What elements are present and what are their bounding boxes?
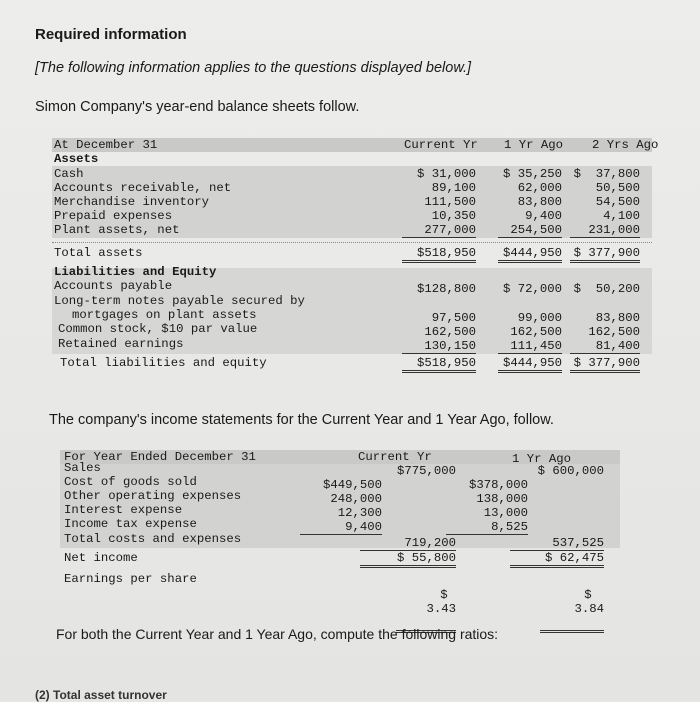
cell-current: 277,000 <box>402 223 476 238</box>
balance-sheet-intro: Simon Company's year-end balance sheets follow. <box>35 99 360 115</box>
expense-label: Other operating expenses <box>64 489 242 503</box>
income-statement-intro: The company's income statements for the Current Year and 1 Year Ago, follow. <box>49 412 554 428</box>
instruction-text: For both the Current Year and 1 Year Ago, compute the following ratios: <box>56 626 499 642</box>
income-statement-table <box>60 450 620 616</box>
sales-label: Sales <box>64 461 101 475</box>
cell-1yr: 9,400 <box>525 209 562 223</box>
row-label: Prepaid expenses <box>54 209 173 223</box>
eps-current-value: 3.43 <box>426 602 456 616</box>
cell-2yr: 162,500 <box>588 325 640 339</box>
row-label: Long-term notes payable secured by <box>54 294 305 308</box>
sales-1yr: $ 600,000 <box>537 464 604 478</box>
expense-label: Interest expense <box>64 503 183 517</box>
is-header-label: For Year Ended December 31 <box>64 450 256 464</box>
cell-current: 130,150 <box>402 339 476 354</box>
expense-current: 248,000 <box>330 492 382 506</box>
total-liab-label: Total liabilities and equity <box>60 356 267 370</box>
cell-2yr: 81,400 <box>570 339 640 354</box>
cell-current: 10,350 <box>431 209 476 223</box>
expense-1yr: $378,000 <box>468 478 528 492</box>
cell-1yr: $ 35,250 <box>502 167 562 181</box>
total-assets-2yr: $ 377,900 <box>570 246 640 263</box>
header-col-2yr: 2 Yrs Ago <box>592 138 659 152</box>
total-assets-current: $518,950 <box>402 246 476 263</box>
is-header-current: Current Yr <box>358 450 432 464</box>
expense-label: Cost of goods sold <box>64 475 197 489</box>
expense-1yr: 8,525 <box>446 520 528 535</box>
is-header-1yr: 1 Yr Ago <box>512 452 572 466</box>
header-col-1yr: 1 Yr Ago <box>504 138 564 152</box>
total-liab-current: $518,950 <box>402 356 476 373</box>
row-label: Accounts receivable, net <box>54 181 232 195</box>
info-note: [The following information applies to the questions displayed below.] <box>35 60 472 76</box>
required-info-heading: Required information <box>35 26 187 43</box>
liabilities-heading: Liabilities and Equity <box>54 265 217 279</box>
cell-1yr: $ 72,000 <box>502 282 562 296</box>
cell-current: $128,800 <box>416 282 476 296</box>
total-liab-2yr: $ 377,900 <box>570 356 640 373</box>
cell-current: 111,500 <box>424 195 476 209</box>
total-assets-1yr: $444,950 <box>498 246 562 263</box>
cell-current: 89,100 <box>431 181 476 195</box>
expense-label: Income tax expense <box>64 517 197 531</box>
row-label: Retained earnings <box>58 337 184 351</box>
eps-current <box>396 574 456 633</box>
row-label: Common stock, $10 par value <box>58 322 258 336</box>
header-label: At December 31 <box>54 138 158 152</box>
cell-2yr: $ 50,200 <box>573 282 640 296</box>
eps-1yr <box>540 574 604 633</box>
net-income-current: $ 55,800 <box>360 551 456 568</box>
expense-1yr: 138,000 <box>476 492 528 506</box>
cell-2yr: 4,100 <box>603 209 640 223</box>
row-label: Accounts payable <box>54 279 173 293</box>
row-label: Cash <box>54 167 84 181</box>
cell-1yr: 99,000 <box>517 311 562 325</box>
cell-2yr: 231,000 <box>570 223 640 238</box>
total-costs-current: 719,200 <box>360 536 456 551</box>
total-costs-label: Total costs and expenses <box>64 532 242 546</box>
total-liab-1yr: $444,950 <box>498 356 562 373</box>
expense-1yr: 13,000 <box>483 506 528 520</box>
cell-1yr: 111,450 <box>498 339 562 354</box>
expense-current: 9,400 <box>300 520 382 535</box>
row-label-cont: mortgages on plant assets <box>72 308 257 322</box>
total-costs-1yr: 537,525 <box>510 536 604 551</box>
eps-current-dollar: $ <box>440 588 448 602</box>
sales-current: $775,000 <box>396 464 456 478</box>
row-label: Plant assets, net <box>54 223 180 237</box>
cell-1yr: 62,000 <box>517 181 562 195</box>
next-question-fragment: (2) Total asset turnover <box>35 688 167 702</box>
total-assets-label: Total assets <box>54 246 143 260</box>
cell-2yr: 83,800 <box>595 311 640 325</box>
cell-2yr: 54,500 <box>595 195 640 209</box>
eps-label: Earnings per share <box>64 572 197 586</box>
eps-1yr-value: 3.84 <box>574 602 604 616</box>
cell-1yr: 83,800 <box>517 195 562 209</box>
cell-current: $ 31,000 <box>416 167 476 181</box>
assets-heading: Assets <box>54 152 99 166</box>
cell-1yr: 162,500 <box>510 325 562 339</box>
cell-current: 97,500 <box>431 311 476 325</box>
net-income-label: Net income <box>64 551 138 565</box>
header-col-current: Current Yr <box>404 138 478 152</box>
cell-1yr: 254,500 <box>498 223 562 238</box>
cell-current: 162,500 <box>424 325 476 339</box>
eps-1yr-dollar: $ <box>584 588 592 602</box>
balance-sheet-table <box>52 138 659 382</box>
row-label: Merchandise inventory <box>54 195 209 209</box>
expense-current: 12,300 <box>337 506 382 520</box>
cell-2yr: $ 37,800 <box>573 167 640 181</box>
expense-current: $449,500 <box>322 478 382 492</box>
cell-2yr: 50,500 <box>595 181 640 195</box>
divider <box>52 242 652 243</box>
net-income-1yr: $ 62,475 <box>510 551 604 568</box>
